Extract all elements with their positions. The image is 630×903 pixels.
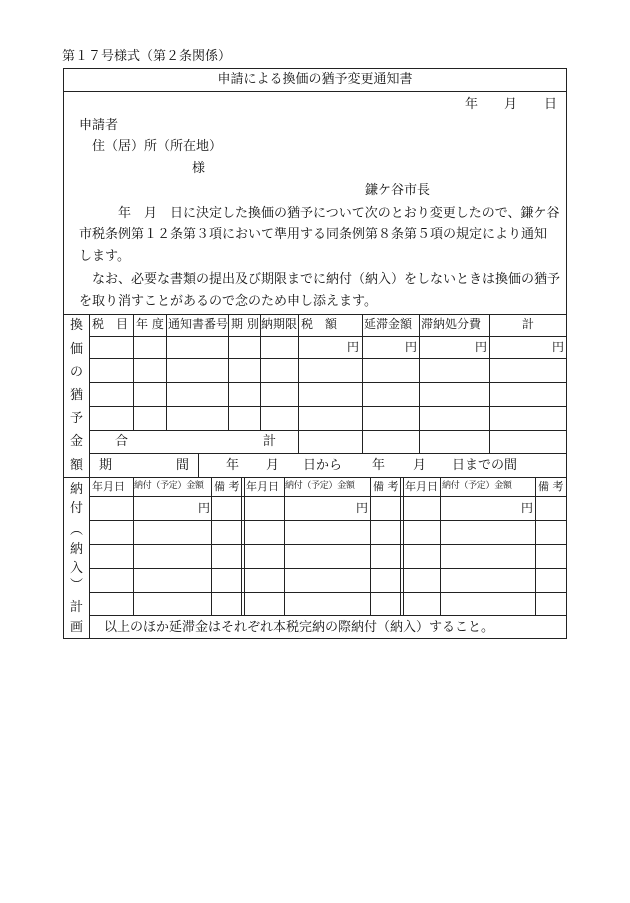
s2-col-line xyxy=(440,477,441,615)
s1-side-char: 猶 xyxy=(69,388,83,403)
s1-row-line xyxy=(89,453,567,454)
s1-header-period: 期 別 xyxy=(231,317,259,331)
s1-header-year: 年 度 xyxy=(136,317,164,331)
s1-row-line xyxy=(89,382,567,383)
frame-bottom xyxy=(63,638,567,639)
s2-side-char: 納 xyxy=(69,542,83,557)
s1-side-char: 額 xyxy=(69,458,83,473)
s2-yen: 円 xyxy=(521,501,534,515)
s1-col-line xyxy=(362,314,363,453)
s1-row-line xyxy=(89,358,567,359)
s1-col-line xyxy=(166,314,167,430)
s1-col-line xyxy=(228,314,229,430)
s1-period-from-day: 日から xyxy=(303,458,343,473)
s2-group-separator xyxy=(400,477,401,615)
issuer: 鎌ケ谷市長 xyxy=(365,183,431,198)
s2-footer-note: 以上のほか延滞金はそれぞれ本税完納の際納付（納入）すること。 xyxy=(104,620,495,635)
s1-header-tax-amount: 税 額 xyxy=(301,317,338,331)
s1-side-char: 予 xyxy=(69,411,83,426)
s2-col-line xyxy=(211,477,212,615)
address-label: 住（居）所（所在地） xyxy=(92,139,223,154)
s2-header-date: 年月日 xyxy=(246,480,279,493)
date-day: 日 xyxy=(544,97,558,112)
date-year: 年 xyxy=(465,97,479,112)
s1-side-char: の xyxy=(69,365,83,380)
s1-header-deadline: 納期限 xyxy=(261,317,298,331)
s2-yen: 円 xyxy=(356,501,369,515)
s1-header-delinquency: 延滞金額 xyxy=(364,317,413,331)
s1-period-char-1: 期 xyxy=(99,458,113,473)
s1-side-char: 金 xyxy=(69,434,83,449)
s2-row-line xyxy=(89,496,567,497)
s2-header-date: 年月日 xyxy=(92,480,125,493)
s1-col-line xyxy=(298,314,299,453)
s2-side-char: 納 xyxy=(69,482,83,497)
s2-row-line xyxy=(89,615,567,616)
s2-header-remarks: 備 考 xyxy=(214,480,240,493)
s2-header-amount: 納付（予定）金額 xyxy=(285,481,355,491)
s1-period-from-month: 月 xyxy=(266,458,280,473)
title-underline xyxy=(63,91,567,92)
s2-top-line xyxy=(63,477,567,478)
s2-row-line xyxy=(89,592,567,593)
s1-col-line xyxy=(260,314,261,430)
s2-group-separator xyxy=(244,477,245,615)
s2-col-line xyxy=(535,477,536,615)
s2-row-line xyxy=(89,544,567,545)
s1-header-tax-item: 税 目 xyxy=(92,317,129,331)
s2-col-line xyxy=(284,477,285,615)
s1-yen: 円 xyxy=(405,340,418,354)
body-line-1: 年 月 日に決定した換価の猶予について次のとおり変更したので、鎌ケ谷 xyxy=(118,206,560,221)
s1-period-from-year: 年 xyxy=(226,458,240,473)
s2-side-char: ︵ xyxy=(69,523,83,538)
s1-row-line xyxy=(89,406,567,407)
s2-header-amount: 納付（予定）金額 xyxy=(134,481,204,491)
form-number: 第１７号様式（第２条関係） xyxy=(62,49,232,64)
s1-side-char: 価 xyxy=(69,342,83,357)
s2-header-remarks: 備 考 xyxy=(538,480,564,493)
s1-total-char-1: 合 xyxy=(115,434,129,449)
s1-yen: 円 xyxy=(347,340,360,354)
s1-period-to-year: 年 xyxy=(372,458,386,473)
s1-yen: 円 xyxy=(475,340,488,354)
document-title: 申請による換価の猶予変更通知書 xyxy=(217,72,413,87)
s1-header-total: 計 xyxy=(521,317,534,331)
s2-group-separator xyxy=(241,477,242,615)
frame-right xyxy=(566,68,567,639)
s1-col-line xyxy=(419,314,420,453)
applicant-label: 申請者 xyxy=(79,118,119,133)
s2-header-date: 年月日 xyxy=(405,480,438,493)
s1-row-line xyxy=(89,336,567,337)
s2-header-amount: 納付（予定）金額 xyxy=(442,481,512,491)
s2-row-line xyxy=(89,568,567,569)
s2-side-char: 計 xyxy=(69,600,83,615)
s2-row-line xyxy=(89,520,567,521)
body-line-4: なお、必要な書類の提出及び期限までに納付（納入）をしないときは換価の猶予 xyxy=(92,272,561,287)
s1-col-line xyxy=(133,314,134,430)
s2-side-char: 画 xyxy=(69,620,83,635)
s1-period-to-month: 月 xyxy=(413,458,427,473)
s2-group-separator xyxy=(403,477,404,615)
s2-header-remarks: 備 考 xyxy=(373,480,399,493)
s2-col-line xyxy=(370,477,371,615)
s2-side-char: 付 xyxy=(69,501,83,516)
s1-header-disposition-cost: 滞納処分費 xyxy=(421,317,482,331)
s2-yen: 円 xyxy=(198,501,211,515)
s1-yen: 円 xyxy=(552,340,565,354)
body-line-2: 市税条例第１２条第３項において準用する同条例第８条第５項の規定により通知 xyxy=(79,227,548,242)
s1-period-char-2: 間 xyxy=(176,458,190,473)
body-line-3: します。 xyxy=(79,249,130,264)
s1-top-line xyxy=(63,314,567,315)
s1-period-divider xyxy=(198,453,199,477)
s1-row-line xyxy=(89,430,567,431)
honorific: 様 xyxy=(192,161,206,176)
date-month: 月 xyxy=(504,97,518,112)
s1-side-char: 換 xyxy=(69,318,83,333)
s2-col-line xyxy=(133,477,134,615)
s2-side-char: 入 xyxy=(69,561,83,576)
s2-side-char: ︶ xyxy=(69,578,83,593)
s1-header-notice-number: 通知書番号 xyxy=(168,317,229,331)
s1-col-line xyxy=(489,314,490,453)
s1-period-to-day: 日までの間 xyxy=(452,458,518,473)
body-line-5: を取り消すことがあるので念のため申し添えます。 xyxy=(79,294,377,309)
frame-top xyxy=(63,68,567,69)
s1-total-char-2: 計 xyxy=(263,434,277,449)
